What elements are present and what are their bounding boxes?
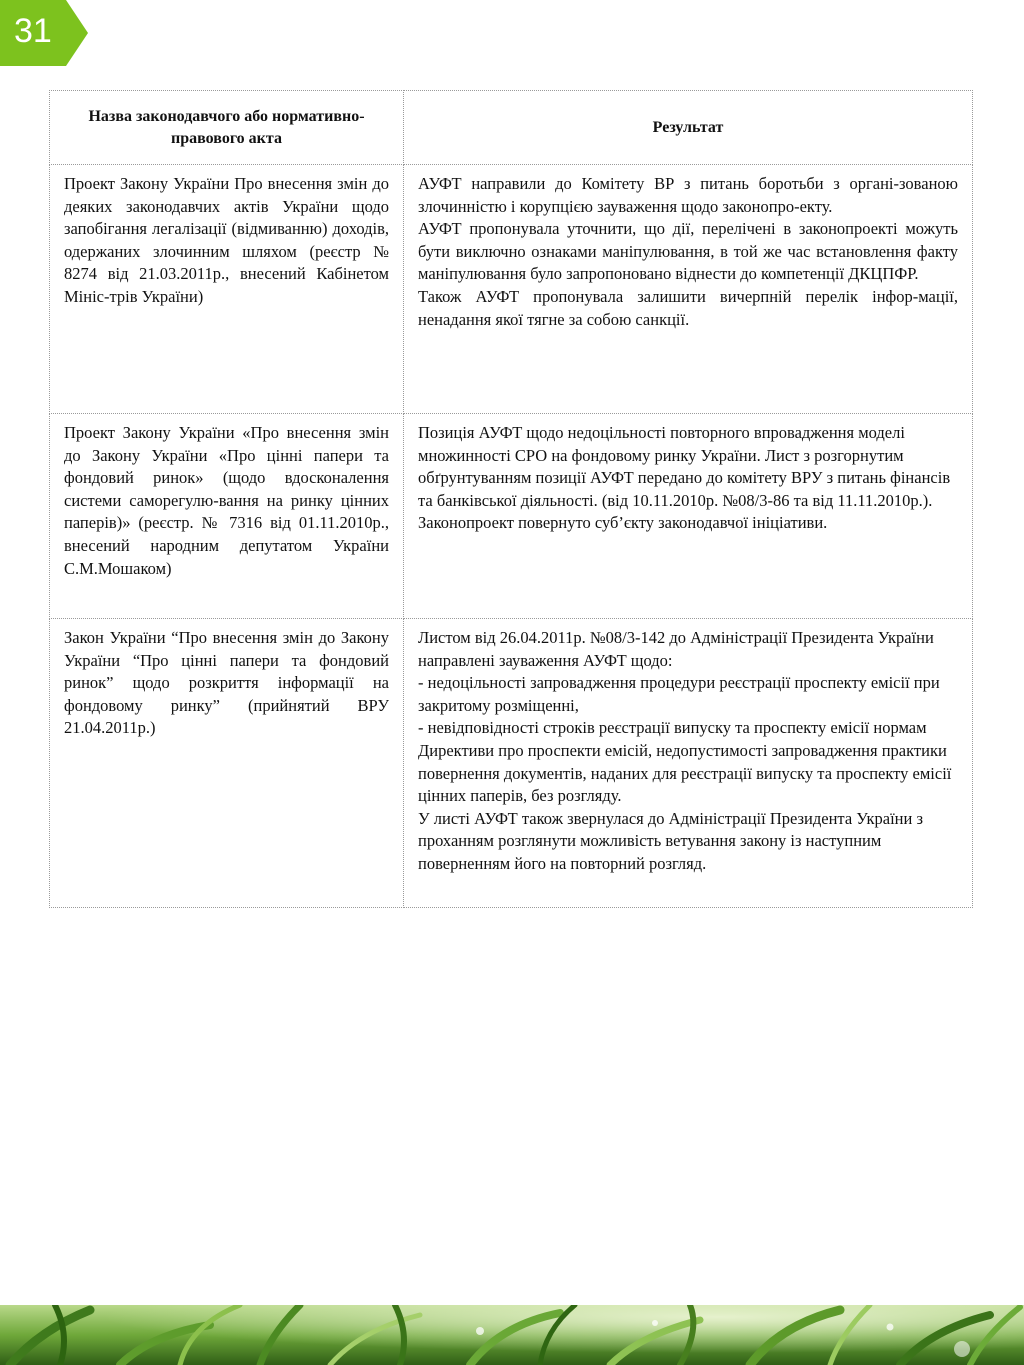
result-cell xyxy=(404,414,973,619)
page-number: 31 xyxy=(14,12,52,50)
result-paragraph: АУФТ направили до Комітету ВР з питань боротьби з органі-зованою злочинністю і корупцією зауваження щодо законопро-екту. xyxy=(418,174,958,216)
legislation-table xyxy=(49,90,973,908)
grass-footer-image xyxy=(0,1305,1024,1365)
result-paragraph: У листі АУФТ також звернулася до Адміністрації Президента України з проханням розглянути можливість ветування закону із наступним поверненням його на повторний розгляд. xyxy=(418,808,923,873)
act-name-cell xyxy=(50,165,404,414)
result-paragraph: АУФТ пропонувала уточнити, що дії, перелічені в законопроекті можуть бути виключно ознаками маніпулювання, в той же час встановлення факту маніпулювання було запропоновано віднести до компетенції ДКЦПФР. xyxy=(418,219,958,284)
result-paragraph: Також АУФТ пропонувала залишити вичерпній перелік інфор-мації, ненадання якої тягне за собою санкції. xyxy=(418,286,958,329)
result-paragraph: Законопроект повернуто суб’єкту законодавчої ініціативи. xyxy=(418,513,828,533)
result-cell xyxy=(404,165,973,414)
table-header-row xyxy=(50,91,973,165)
result-paragraph: - невідповідності строків реєстрації випуску та проспекту емісії нормам Директиви про проспекти емісій, недопустимості запровадження практики повернення документів, наданих для реєстрації випуску та проспекту емісії цінних паперів, без розгляду. xyxy=(418,718,952,806)
act-name: Проект Закону України «Про внесення змін до Закону України «Про цінні папери та фондовий ринок» (щодо вдосконалення системи саморегулю-вання на ринку цінних паперів)» (реєстр. № 7316 від 01.11.2010р., внесений народним депутатом України С.М.Мошаком) xyxy=(64,423,389,578)
header-act-name: Назва законодавчого або нормативно-правового акта xyxy=(50,91,404,165)
result-paragraph: Позиція АУФТ щодо недоцільності повторного впровадження моделі множинності СРО на фондовому ринку України. Лист з розгорнутим обґрунтуванням позиції АУФТ передано до комітету ВРУ з питань фінансів та банківської діяльності. (від 10.11.2010р. №08/3-86 та від 11.11.2010р.). xyxy=(418,423,951,510)
act-name-cell xyxy=(50,619,404,908)
header-result: Результат xyxy=(404,91,973,165)
table-row xyxy=(50,619,973,908)
act-name: Закон України “Про внесення змін до Закону України “Про цінні папери та фондовий ринок” щодо розкриття інформації на фондовому ринку” (прийнятий ВРУ 21.04.2011р.) xyxy=(64,628,389,738)
grass-illustration xyxy=(0,1305,1024,1365)
result-cell xyxy=(404,619,973,908)
page-number-badge xyxy=(0,0,88,66)
table-row xyxy=(50,414,973,619)
act-name: Проект Закону України Про внесення змін до деяких законодавчих актів України щодо запобігання легалізації (відмиванню) доходів, одержаних злочинним шляхом (реєстр № 8274 від 21.03.2011р., внесений Кабінетом Мініс-трів України) xyxy=(64,174,389,306)
table-row xyxy=(50,165,973,414)
act-name-cell xyxy=(50,414,404,619)
result-paragraph: Листом від 26.04.2011р. №08/3-142 до Адміністрації Президента України направлені зауваження АУФТ щодо: xyxy=(418,628,934,670)
result-paragraph: - недоцільності запровадження процедури реєстрації проспекту емісії при закритому розміщенні, xyxy=(418,673,940,715)
